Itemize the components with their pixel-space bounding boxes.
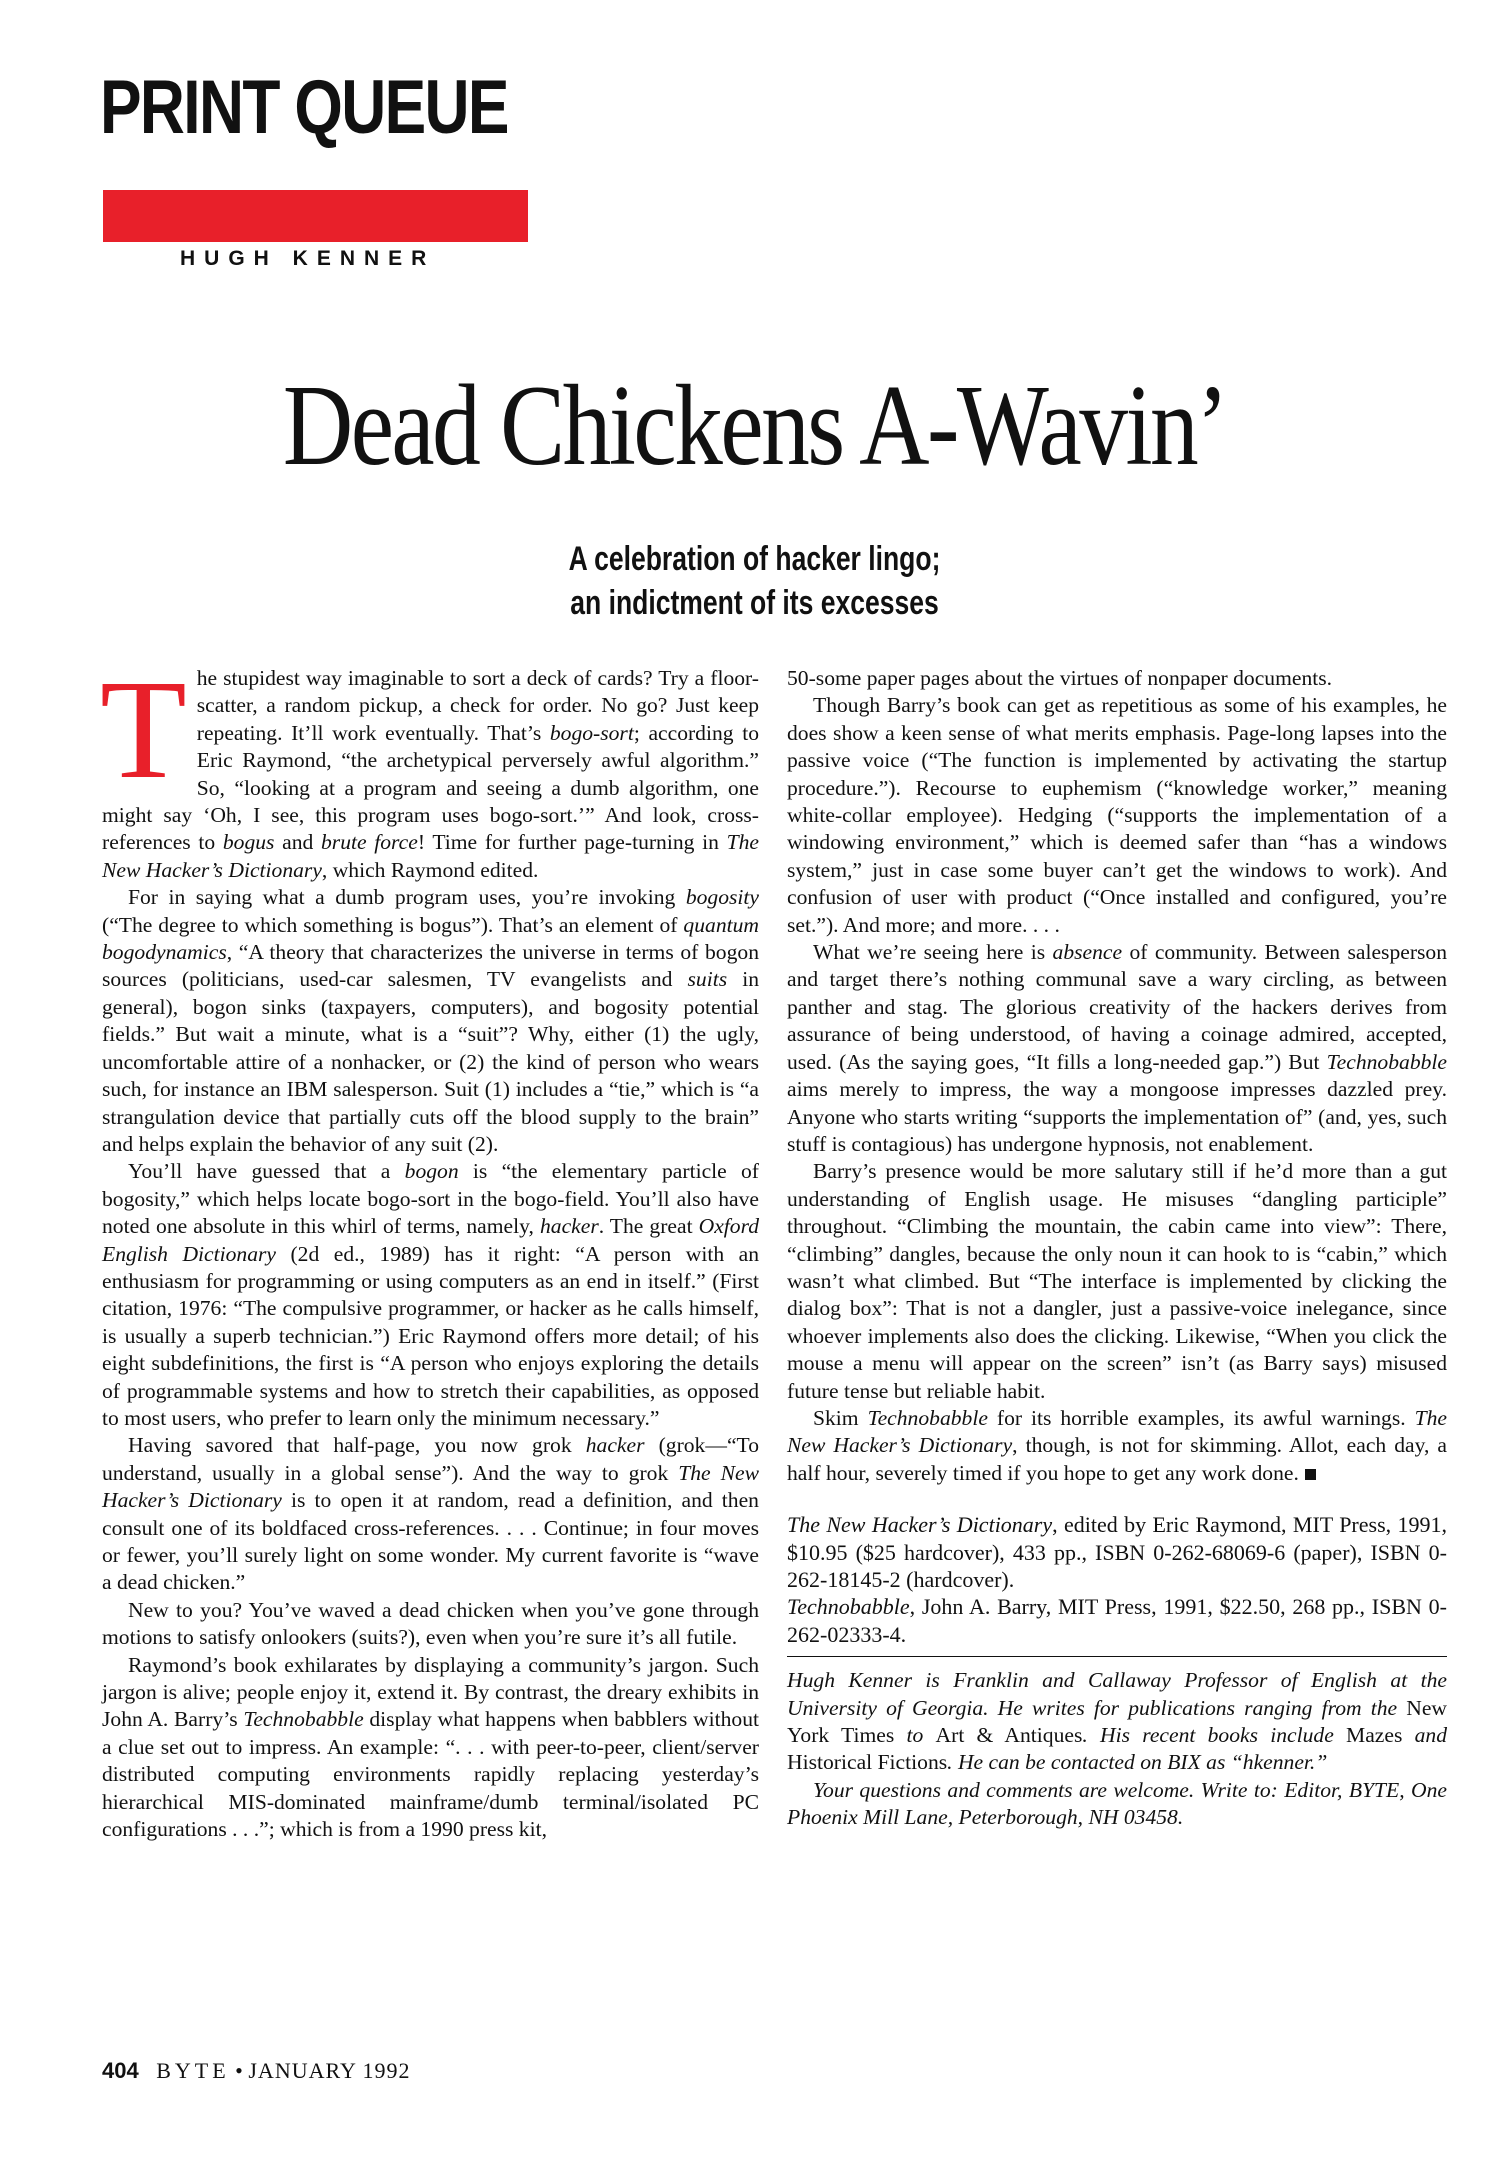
- page-number: 404: [102, 2058, 139, 2083]
- author-bio: [787, 1667, 1447, 1831]
- page-footer: [102, 2058, 411, 2084]
- end-mark-icon: [1305, 1469, 1316, 1480]
- paragraph: Having savored that half-page, you now grok hacker (grok—“To understand, usually in a global sense”). And the way to grok The New Hacker’s Dictionary is to open it at random, read a definition, and then consult one of its boldfaced cross-references. . . . Continue; in four moves or fewer, you’ll surely light on some wonder. My current favorite is “wave a dead chicken.”: [102, 1433, 760, 1595]
- paragraph-final: [787, 1405, 1447, 1487]
- bio-paragraph: Hugh Kenner is Franklin and Callaway Professor of English at the University of Georgia. He writes for publications ranging from the New York Times to Art & Antiques. His recent books include Mazes and Historical Fictions. He can be contacted on BIX as “hkenner.”: [787, 1668, 1447, 1775]
- red-accent-bar: [103, 190, 528, 242]
- paragraph: Raymond’s book exhilarates by displaying a community’s jargon. Such jargon is alive; people enjoy it, extend it. By contrast, the dreary exhibits in John A. Barry’s Technobabble display what happens when babblers without a clue set out to impress. An example: “. . . with peer-to-peer, client/server distributed computing environments rapidly replacing yesterday’s hierarchical MIS-dominated mainframe/dumb terminal/isolated PC configurations . . .”; which is from a 1990 press kit,: [102, 1652, 759, 1842]
- paragraph-text: Skim Technobabble for its horrible examples, its awful warnings. The New Hacker’s Dictionary, though, is not for skimming. Allot, each day, a half hour, severely timed if you hope to get any work done.: [787, 1405, 1447, 1485]
- subtitle-line-2: an indictment of its excesses: [570, 584, 939, 622]
- drop-cap: T: [100, 650, 187, 808]
- divider: [787, 1656, 1447, 1657]
- column-name: PRINT QUEUE: [100, 65, 508, 150]
- left-column: [100, 650, 760, 1843]
- paragraph: For in saying what a dumb program uses, you’re invoking bogosity (“The degree to which something is bogus”). That’s an element of quantum bogodynamics, “A theory that characterizes the universe in terms of bogon sources (politicians, used-car salesmen, TV evangelists and suits in general), bogon sinks (taxpayers, computers), and bogosity potential fields.” But wait a minute, what is a “suit”? Why, either (1) the ugly, uncomfortable attire of a nonhacker, or (2) the kind of person who wears such, for instance an IBM salesperson. Suit (1) includes a “tie,” which is “a strangulation device that partially cuts off the blood supply to the brain” and helps explain the behavior of any suit (2).: [102, 885, 759, 1156]
- paragraph: What we’re seeing here is absence of community. Between salesperson and target there’s nothing communal save a wary circling, as between panther and stag. The glorious creativity of the hackers derives from assurance of being understood, of having a coinage admired, accepted, used. (As the saying goes, “It fills a long-needed gap.”) But Technobabble aims merely to impress, the way a mongoose impresses dazzled prey. Anyone who starts writing “supports the implementation of” (and, yes, such stuff is contagious) has undergone hypnosis, not enablement.: [787, 940, 1448, 1156]
- paragraph: 50-some paper pages about the virtues of nonpaper documents.: [787, 666, 1333, 690]
- paragraph: You’ll have guessed that a bogon is “the elementary particle of bogosity,” which helps locate bogo-sort in the bogo-field. You’ll also have noted one absolute in this whirl of terms, namely, hacker. The great Oxford English Dictionary (2d ed., 1989) has it right: “A person with an enthusiasm for programming or using computers as an end in itself.” (First citation, 1976: “The compulsive programmer, or hacker as he calls himself, is usually a superb technician.”) Eric Raymond offers more detail; of his eight subdefinitions, the first is “A person who enjoys exploring the details of programmable systems and how to stretch their capabilities, as opposed to most users, who prefer to learn only the minimum necessary.”: [102, 1159, 759, 1430]
- author-byline: HUGH KENNER: [180, 247, 436, 270]
- article-subtitle: [166, 537, 1343, 625]
- paragraph: Though Barry’s book can get as repetitious as some of his examples, he does show a keen sense of what merits emphasis. Page-long lapses into the passive voice (“The function is implemented by activating the startup procedure.”). Recourse to euphemism (“knowledge worker,” meaning white-collar employee). Hedging (“supports the implementation of a windowing environment,” which is deemed safer than “has a windows system,” just in case some buyer can’t get the windows to work). And confusion of user with product (“Once installed and configured, you’re set.”). And more; and more. . . .: [787, 693, 1447, 937]
- subtitle-line-1: A celebration of hacker lingo;: [568, 540, 941, 578]
- right-column: [787, 665, 1447, 1832]
- paragraph: Barry’s presence would be more salutary still if he’d more than a gut understanding of English usage. He misuses “dangling participle” throughout. “Climbing the mountain, the cabin came into view”: There, “climbing” dangles, because the only noun it can hook to is “cabin,” which wasn’t what climbed. But “The interface is implemented by clicking the dialog box”: That is not a dangler, just a passive-voice inelegance, since whoever implements also does the clicking. Likewise, “When you click the mouse a menu will appear on the screen” isn’t (as Barry says) misused future tense but reliable habit.: [787, 1159, 1447, 1403]
- paragraph: he stupidest way imaginable to sort a deck of cards? Try a floor-scatter, a random pickup, a check for order. No go? Just keep repeating. It’ll work eventually. That’s bogo-sort; according to Eric Raymond, “the archetypical perversely awful algorithm.” So, “looking at a program and seeing a dumb algorithm, one might say ‘Oh, I see, this program uses bogo-sort.’” And look, cross-references to bogus and brute force! Time for further page-turning in The New Hacker’s Dictionary, which Raymond edited.: [102, 666, 759, 882]
- issue-date: JANUARY 1992: [248, 2058, 411, 2083]
- bibliography-entry: Technobabble, John A. Barry, MIT Press, 1991, $22.50, 268 pp., ISBN 0-262-02333-4.: [787, 1594, 1447, 1647]
- paragraph: New to you? You’ve waved a dead chicken when you’ve gone through motions to satisfy onlookers (suits?), even when you’re sure it’s all futile.: [102, 1597, 759, 1650]
- bibliography-entry: The New Hacker’s Dictionary, edited by Eric Raymond, MIT Press, 1991, $10.95 ($25 hardcover), 433 pp., ISBN 0-262-68069-6 (paper), ISBN 0-262-18145-2 (hardcover).: [787, 1512, 1448, 1592]
- footer-separator: •: [235, 2058, 243, 2083]
- bio-paragraph: Your questions and comments are welcome. Write to: Editor, BYTE, One Phoenix Mill Lane, Peterborough, NH 03458.: [787, 1777, 1447, 1830]
- article-title: Dead Chickens A-Wavin’: [282, 362, 1227, 490]
- bibliography: [787, 1511, 1447, 1648]
- magazine-name: BYTE: [156, 2058, 230, 2083]
